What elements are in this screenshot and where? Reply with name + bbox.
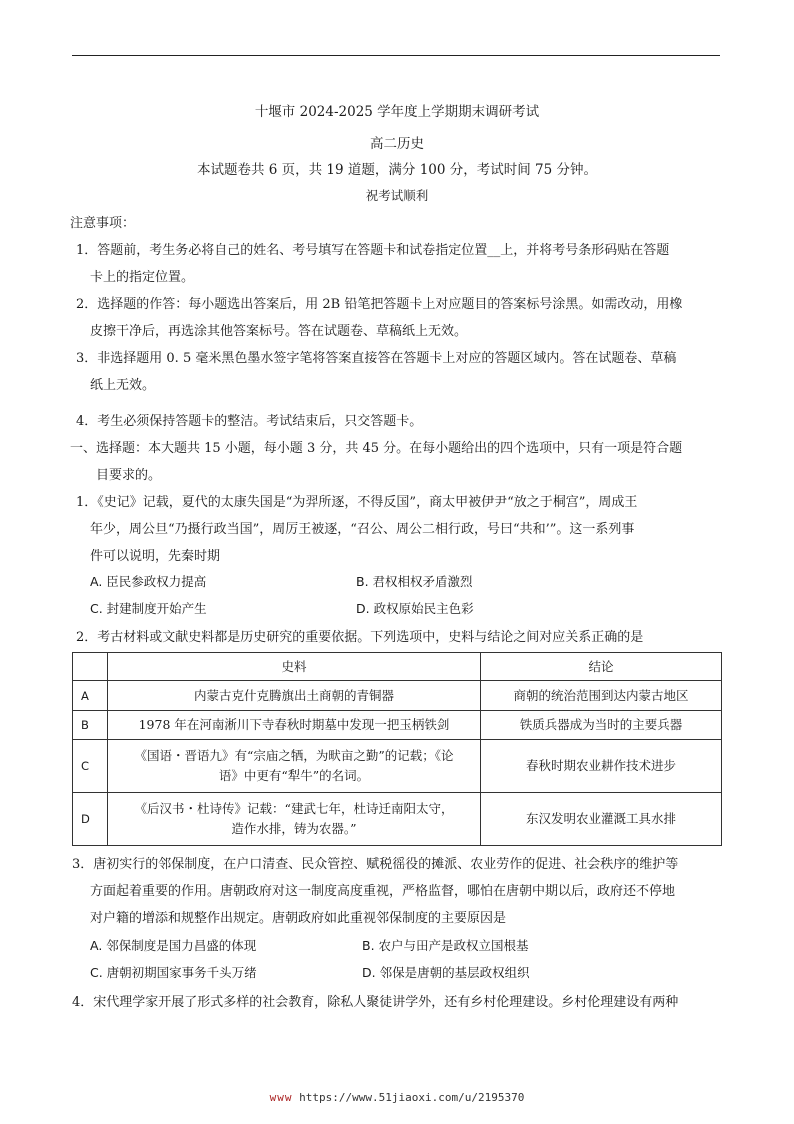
q1-line-3: 件可以说明，先秦时期 <box>90 549 221 564</box>
row-conclusion: 东汉发明农业灌溉工具水排 <box>481 793 722 846</box>
q1-option-a: A. 臣民参政权力提高 <box>90 574 207 589</box>
exam-info: 本试题卷共 6 页，共 19 道题，满分 100 分，考试时间 75 分钟。 <box>196 162 598 178</box>
q3-option-b: B. 农户与田产是政权立国根基 <box>362 938 529 953</box>
row-source-line-2: 语》中更有“犁牛”的名词。 <box>218 768 370 783</box>
row-source: 内蒙古克什克腾旗出土商朝的青铜器 <box>108 681 481 711</box>
row-conclusion: 春秋时期农业耕作技术进步 <box>481 740 722 793</box>
row-source-line-1: 《后汉书・杜诗传》记载：“建武七年，杜诗迁南阳太守， <box>134 801 454 816</box>
row-conclusion: 商朝的统治范围到达内蒙古地区 <box>481 681 722 711</box>
footer-url[interactable]: https://www.51jiaoxi.com/u/2195370 <box>299 1091 525 1104</box>
note-1-line-2: 卡上的指定位置。 <box>90 270 195 285</box>
q3-option-a: A. 邻保制度是国力昌盛的体现 <box>90 938 257 953</box>
table-row <box>73 740 722 793</box>
footer-watermark <box>0 1091 794 1104</box>
table-header-blank <box>73 653 108 681</box>
exam-title: 十堰市 2024-2025 学年度上学期期末调研考试 <box>254 104 540 120</box>
row-source-line-1: 《国语・晋语九》有“宗庙之牺，为畎亩之勤”的记载；《论 <box>134 748 454 763</box>
q1-option-d: D. 政权原始民主色彩 <box>356 601 474 616</box>
row-letter: D <box>73 793 108 846</box>
table-header-source: 史料 <box>108 653 481 681</box>
row-letter: B <box>73 711 108 740</box>
note-3-line-2: 纸上无效。 <box>90 378 156 393</box>
top-rule <box>72 55 720 56</box>
table-row <box>73 711 722 740</box>
table-header-conclusion: 结论 <box>481 653 722 681</box>
q1-option-c: C. 封建制度开始产生 <box>90 601 207 616</box>
note-4-line-1: 4．考生必须保持答题卡的整洁。考试结束后，只交答题卡。 <box>76 414 423 429</box>
exam-wish: 祝考试顺利 <box>365 188 429 203</box>
q4-line-1: 4．宋代理学家开展了形式多样的社会教育，除私人聚徒讲学外，还有乡村伦理建设。乡村伦理建设有两种 <box>72 995 679 1010</box>
row-source: 1978 年在河南淅川下寺春秋时期墓中发现一把玉柄铁剑 <box>108 711 481 740</box>
q1-line-1: 1．《史记》记载，夏代的太康失国是“为羿所逐，不得反国”，商太甲被伊尹“放之于桐宫”，周成王 <box>76 495 638 510</box>
q2-source-table <box>72 652 722 846</box>
row-source-line-2: 造作水排，铸为农器。” <box>231 821 357 836</box>
q3-option-d: D. 邻保是唐朝的基层政权组织 <box>362 965 530 980</box>
note-3-line-1: 3．非选择题用 0. 5 毫米黑色墨水签字笔将答案直接答在答题卡上对应的答题区域内。答在试题卷、草稿 <box>76 351 677 366</box>
footer-prefix: www <box>269 1091 293 1104</box>
notes-heading: 注意事项： <box>70 216 136 231</box>
note-1-line-1: 1．答题前，考生务必将自己的姓名、考号填写在答题卡和试卷指定位置__上，并将考号条形码贴在答题 <box>76 243 670 258</box>
table-header-row <box>73 653 722 681</box>
q1-line-2: 年少，周公旦“乃摄行政当国”，周厉王被逐，“召公、周公二相行政，号曰“共和’”。这一系列事 <box>90 522 635 537</box>
table-row <box>73 793 722 846</box>
q3-line-3: 对户籍的增添和规整作出规定。唐朝政府如此重视邻保制度的主要原因是 <box>90 911 507 926</box>
note-2-line-1: 2．选择题的作答：每小题选出答案后，用 2B 铅笔把答题卡上对应题目的答案标号涂黑。如需改动，用橡 <box>76 297 683 312</box>
section-1-line-1: 一、选择题：本大题共 15 小题，每小题 3 分，共 45 分。在每小题给出的四个选项中，只有一项是符合题 <box>70 441 683 456</box>
note-2-line-2: 皮擦干净后，再选涂其他答案标号。答在试题卷、草稿纸上无效。 <box>90 324 468 339</box>
q1-option-b: B. 君权相权矛盾激烈 <box>356 574 473 589</box>
exam-subject: 高二历史 <box>370 136 424 152</box>
q3-line-1: 3．唐初实行的邻保制度，在户口清查、民众管控、赋税徭役的摊派、农业劳作的促进、社会秩序的维护等 <box>72 857 679 872</box>
row-source <box>108 740 481 793</box>
q2-stem: 2．考古材料或文献史料都是历史研究的重要依据。下列选项中，史料与结论之间对应关系正确的是 <box>76 630 644 645</box>
table-row <box>73 681 722 711</box>
q3-option-c: C. 唐朝初期国家事务千头万绪 <box>90 965 257 980</box>
row-source <box>108 793 481 846</box>
section-1-line-2: 目要求的。 <box>96 468 162 483</box>
row-letter: C <box>73 740 108 793</box>
row-conclusion: 铁质兵器成为当时的主要兵器 <box>481 711 722 740</box>
row-letter: A <box>73 681 108 711</box>
q3-line-2: 方面起着重要的作用。唐朝政府对这一制度高度重视，严格监督，哪怕在唐朝中期以后，政府还不停地 <box>90 884 676 899</box>
